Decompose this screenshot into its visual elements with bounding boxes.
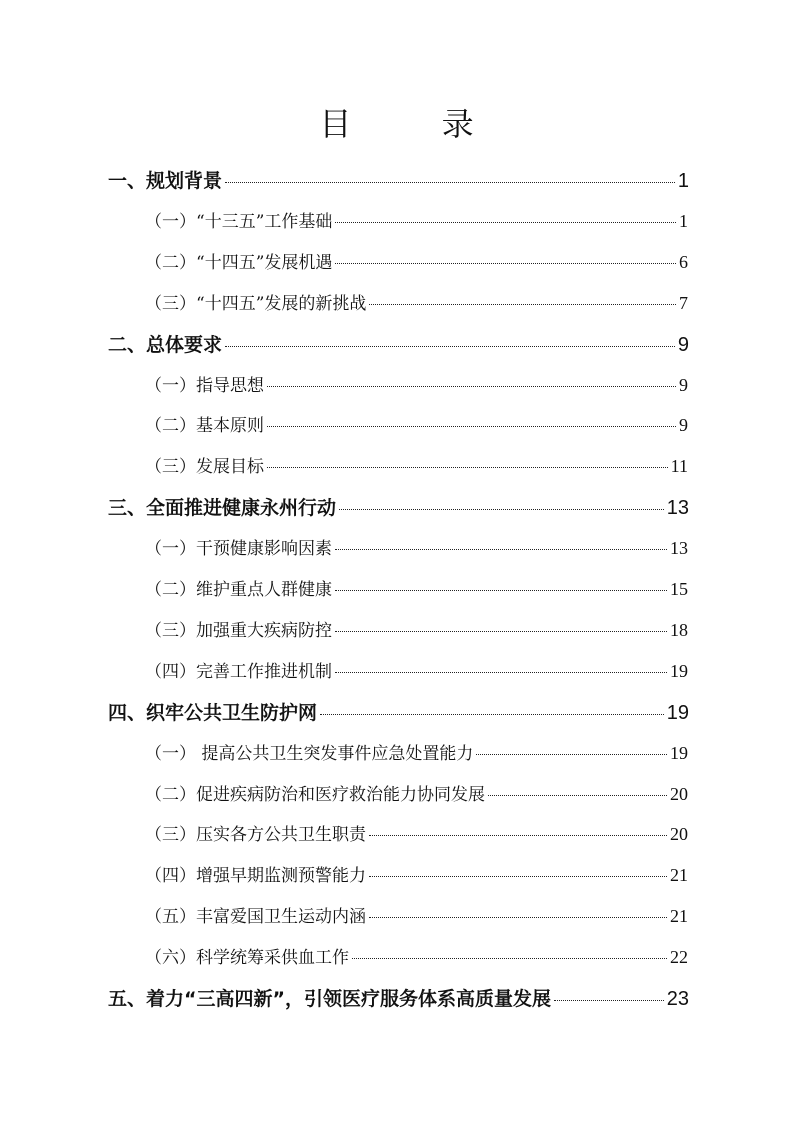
toc-entry-title: （一）“十三五”工作基础 xyxy=(145,211,333,232)
toc-entry-title: （二）维护重点人群健康 xyxy=(145,580,332,600)
toc-dot-leader xyxy=(335,672,667,673)
toc-page-number: 9 xyxy=(679,374,688,395)
toc-subsection-entry xyxy=(145,371,688,396)
toc-dot-leader xyxy=(352,958,667,959)
toc-section-entry xyxy=(108,493,689,520)
toc-page-number: 19 xyxy=(670,660,688,681)
toc-dot-leader xyxy=(267,467,668,468)
toc-subsection-entry xyxy=(145,289,688,314)
toc-subsection-entry xyxy=(145,411,688,436)
toc-dot-leader xyxy=(369,835,667,836)
toc-page-number: 22 xyxy=(670,947,688,968)
toc-subsection-entry xyxy=(145,207,688,232)
toc-page-number: 1 xyxy=(679,210,688,231)
toc-section-entry xyxy=(108,984,689,1011)
toc-section-entry xyxy=(108,330,689,357)
toc-dot-leader xyxy=(476,754,667,755)
toc-dot-leader xyxy=(339,509,664,510)
toc-subsection-entry xyxy=(145,657,688,682)
toc-page-number: 19 xyxy=(666,701,689,724)
toc-entry-title: 三、全面推进健康永州行动 xyxy=(108,497,337,520)
toc-page-number: 15 xyxy=(670,579,688,599)
toc-entry-title: 一、规划背景 xyxy=(108,170,223,192)
toc-page-number: 21 xyxy=(670,906,688,927)
toc-subsection-entry xyxy=(145,452,688,477)
toc-dot-leader xyxy=(488,795,667,796)
toc-entry-title: （四）完善工作推进机制 xyxy=(145,661,332,682)
toc-subsection-entry xyxy=(145,248,688,273)
page-title: 目 录 xyxy=(319,105,514,143)
toc-page-number: 1 xyxy=(677,170,689,192)
toc-page-number: 20 xyxy=(670,783,688,804)
toc-page-number: 9 xyxy=(679,415,688,436)
toc-subsection-entry xyxy=(145,616,688,641)
toc-entry-title: 四、织牢公共卫生防护网 xyxy=(108,701,318,724)
toc-dot-leader xyxy=(335,222,676,223)
toc-page-number: 7 xyxy=(679,292,688,313)
toc-dot-leader xyxy=(267,426,676,427)
toc-entry-title: （一）干预健康影响因素 xyxy=(145,539,332,560)
toc-dot-leader xyxy=(225,182,675,183)
toc-page-number: 13 xyxy=(670,538,688,559)
toc-subsection-entry xyxy=(145,534,688,559)
toc-subsection-entry xyxy=(145,943,688,968)
toc-dot-leader xyxy=(267,386,676,387)
toc-entry-title: （三）发展目标 xyxy=(145,457,264,478)
toc-subsection-entry xyxy=(145,902,688,927)
toc-entry-title: （二）基本原则 xyxy=(145,416,264,437)
toc-entry-title: （二）促进疾病防治和医疗救治能力协同发展 xyxy=(145,784,485,805)
toc-entry-title: （三）加强重大疾病防控 xyxy=(145,620,332,641)
toc-subsection-entry xyxy=(145,820,688,845)
toc-subsection-entry xyxy=(145,861,688,886)
toc-page-number: 6 xyxy=(679,251,688,272)
toc-dot-leader xyxy=(554,1000,664,1001)
toc-entry-title: 五、着力“三高四新”，引领医疗服务体系高质量发展 xyxy=(108,988,551,1010)
toc-subsection-entry xyxy=(145,780,688,805)
toc-section-entry xyxy=(108,698,689,725)
toc-section-entry xyxy=(108,166,689,193)
toc-entry-title: （四）增强早期监测预警能力 xyxy=(145,866,366,887)
toc-entry-title: （三）“十四五”发展的新挑战 xyxy=(145,293,367,314)
toc-entry-title: （六）科学统筹采供血工作 xyxy=(145,948,349,969)
toc-dot-leader xyxy=(320,714,664,715)
toc-page-number: 23 xyxy=(666,988,689,1010)
toc-subsection-entry xyxy=(145,575,688,600)
toc-dot-leader xyxy=(369,917,667,918)
toc-page-number: 19 xyxy=(670,742,688,763)
toc-entry-title: （一） 提高公共卫生突发事件应急处置能力 xyxy=(145,743,474,764)
toc-entry-title: （五）丰富爱国卫生运动内涵 xyxy=(145,907,366,928)
toc-page-number: 18 xyxy=(670,619,688,640)
toc-dot-leader xyxy=(369,304,676,305)
toc-dot-leader xyxy=(335,549,667,550)
toc-dot-leader xyxy=(225,346,675,347)
toc-entry-title: 二、总体要求 xyxy=(108,333,223,356)
toc-dot-leader xyxy=(369,876,667,877)
toc-subsection-entry xyxy=(145,739,688,764)
toc-page-number: 9 xyxy=(677,333,689,356)
toc-dot-leader xyxy=(335,590,667,591)
toc-dot-leader xyxy=(335,263,676,264)
toc-dot-leader xyxy=(335,631,667,632)
toc-entry-title: （一）指导思想 xyxy=(145,375,264,396)
toc-entry-title: （二）“十四五”发展机遇 xyxy=(145,252,333,273)
toc-page-number: 21 xyxy=(670,865,688,886)
toc-page-number: 11 xyxy=(670,456,688,477)
toc-page-number: 20 xyxy=(670,824,688,845)
toc-entry-title: （三）压实各方公共卫生职责 xyxy=(145,825,366,846)
toc-page-number: 13 xyxy=(666,497,689,520)
